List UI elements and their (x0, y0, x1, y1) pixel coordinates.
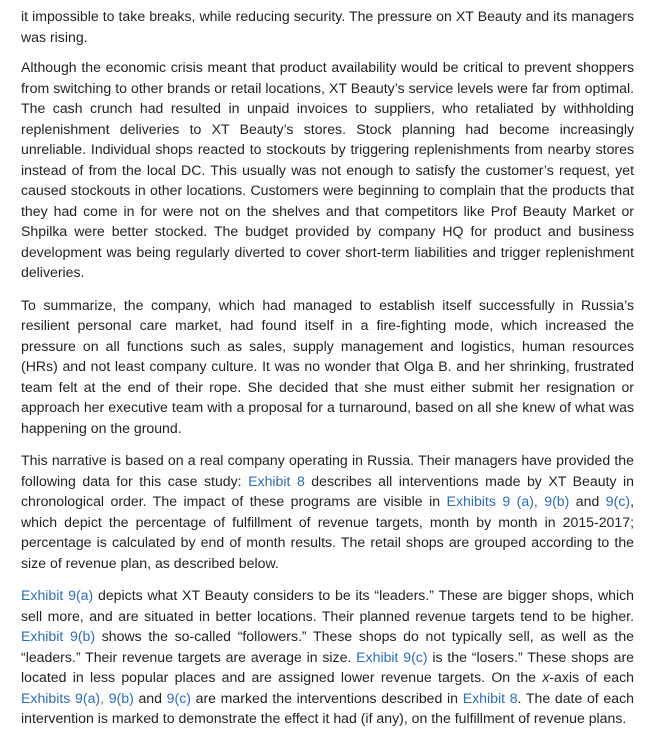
text-run: . The date of each intervention is marked to demonstrate the effect it had (if any), on the fulfillment of revenue plans. (21, 689, 634, 726)
text-run: describes all interventions made by XT Beauty in chronological order. The impact of these programs are visible in (21, 472, 634, 509)
paragraph-intro-tail (21, 6, 634, 47)
paragraph-case-data (21, 450, 634, 573)
exhibit-8-link[interactable]: Exhibit 8 (248, 472, 305, 489)
exhibits-9a-9b-link[interactable]: Exhibits 9(a), 9(b) (21, 689, 134, 706)
paragraph-service-levels (21, 57, 634, 283)
exhibit-9b-link[interactable]: Exhibit 9(b) (21, 628, 96, 644)
text-run: shows the so-called “followers.” These shops do not typically sell, as well as the “leaders.” Their revenue targets are average in size. (21, 628, 634, 665)
exhibit-8-link[interactable]: Exhibit 8 (462, 689, 518, 706)
exhibit-9c-link[interactable]: Exhibit 9(c) (356, 648, 428, 665)
paragraph-exhibit-groups (21, 585, 634, 729)
text-run: it impossible to take breaks, while reducing security. The pressure on XT Beauty and its managers was rising. (21, 8, 634, 45)
paragraph-summary (21, 295, 634, 439)
italic-text: x (542, 669, 550, 685)
text-run: Although the economic crisis meant that product availability would be critical to prevent shoppers from switching to other brands or retail locations, XT Beauty’s service levels were far from optimal. The cash crunch had resulted in unpaid invoices to suppliers, who retaliated by withholding replenishment deliveries to XT Beauty’s stores. Stock planning had become increasingly unreliable. Individual shops reacted to stockouts by triggering replenishments from nearby stores instead of from the local DC. This usually was not enough to satisfy the customer’s request, yet caused stockouts in other locations. Customers were beginning to complain that the products that they had come in for were not on the shelves and that competitors like Prof Beauty Market or Shpilka were better stocked. The budget provided by company HQ for product and business development was being regularly diverted to cover short-term liabilities and trigger replenishment deliveries. (21, 59, 634, 280)
exhibits-9a-9b-link[interactable]: Exhibits 9 (a), 9(b) (446, 493, 570, 509)
text-run: To summarize, the company, which had managed to establish itself successfully in Russia’s resilient personal care market, had found itself in a fire-fighting mode, which increased the pressure on all functions such as sales, supply management and logistics, human resources (HRs) and not least company culture. It was no wonder that Olga B. and her shrinking, frustrated team felt at the end of their rope. She decided that she must either submit her resignation or approach her executive team with a proposal for a turnaround, based on all she knew of what was happening on the ground. (21, 296, 634, 436)
text-run: -axis of each (549, 669, 634, 685)
exhibit-9c-link[interactable]: 9(c) (166, 689, 191, 706)
text-run: is the “losers.” These shops are located in less popular places and are assigned lower revenue targets. On the (21, 648, 634, 685)
exhibit-9a-link[interactable]: Exhibit 9(a) (21, 587, 94, 603)
text-run: are marked the interventions described in (190, 689, 463, 706)
text-run: depicts what XT Beauty considers to be its “leaders.” These are bigger shops, which sell more, and are situated in better locations. Their planned revenue targets tend to be higher. (21, 587, 634, 624)
text-run: and (569, 493, 606, 509)
exhibit-9c-link[interactable]: 9(c) (605, 493, 631, 509)
text-run: and (133, 689, 167, 706)
text-run: This narrative is based on a real company operating in Russia. Their managers have provided the following data for this case study: (21, 452, 634, 489)
text-run: , which depict the percentage of fulfillment of revenue targets, month by month in 2015-2017; percentage is calculated by end of month results. The retail shops are grouped according to the size of revenue plan, as described below. (21, 493, 634, 571)
